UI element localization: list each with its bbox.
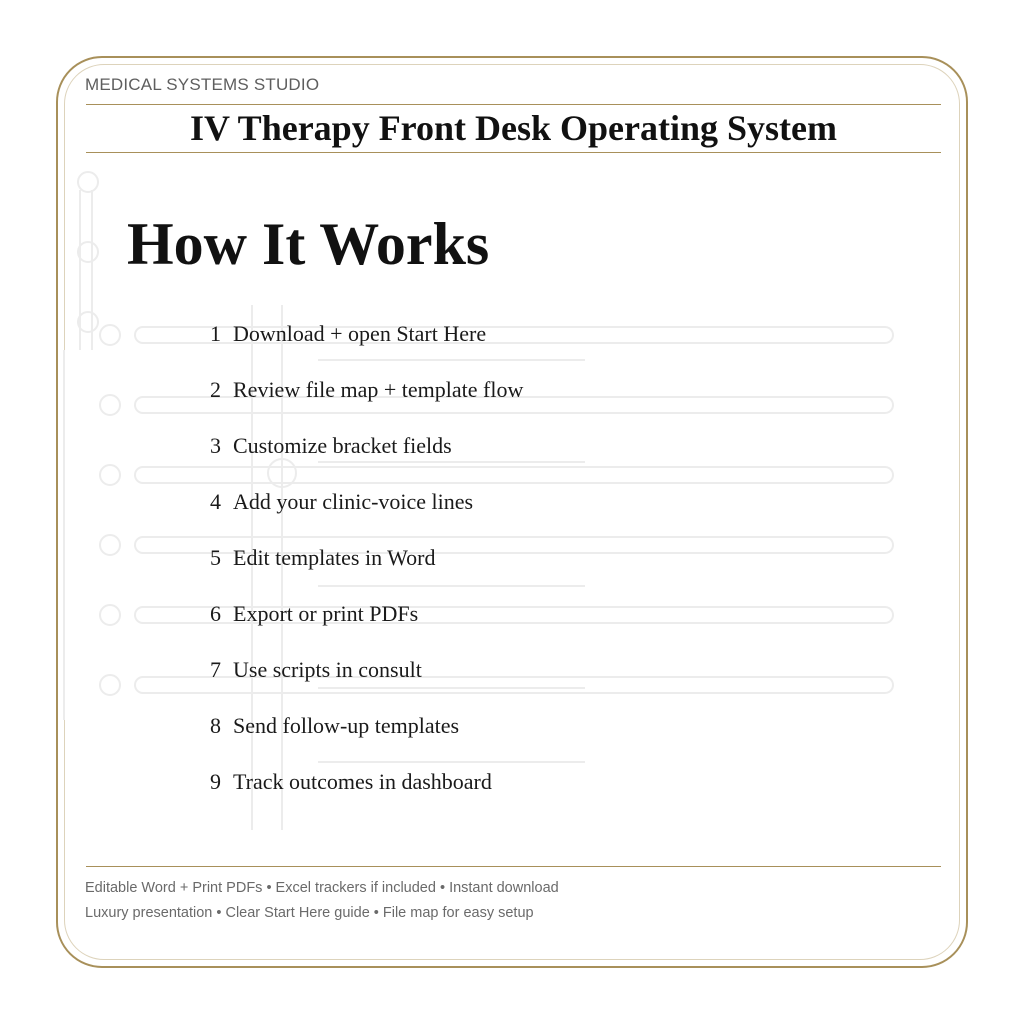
step-item [210,710,459,742]
step-number: 2 [210,377,221,402]
step-number: 7 [210,657,221,682]
section-heading: How It Works [127,211,490,277]
step-item [210,374,523,406]
step-item [210,654,422,686]
page-title: IV Therapy Front Desk Operating System [189,108,838,148]
header-bottom-rule [86,152,941,153]
step-number: 8 [210,713,221,738]
step-label: Review file map + template flow [233,377,524,402]
step-number: 3 [210,433,221,458]
step-label: Use scripts in consult [233,657,422,682]
step-label: Export or print PDFs [233,601,419,626]
footer-features-line-2: Luxury presentation • Clear Start Here guide • File map for easy setup [85,905,534,921]
step-number: 4 [210,489,221,514]
footer-features-line-1: Editable Word + Print PDFs • Excel trackers if included • Instant download [85,880,559,896]
step-item [210,430,452,462]
step-label: Customize bracket fields [233,433,452,458]
step-number: 5 [210,545,221,570]
step-number: 6 [210,601,221,626]
step-number: 9 [210,769,221,794]
step-item [210,766,492,798]
step-item [210,598,418,630]
step-label: Download + open Start Here [233,321,487,346]
step-item [210,486,473,518]
studio-name: MEDICAL SYSTEMS STUDIO [85,75,320,94]
step-label: Edit templates in Word [233,545,436,570]
step-label: Track outcomes in dashboard [233,769,492,794]
step-number: 1 [210,321,221,346]
footer-rule [86,866,941,867]
step-item [210,318,486,350]
step-label: Send follow-up templates [233,713,460,738]
step-item [210,542,436,574]
step-label: Add your clinic-voice lines [233,489,474,514]
